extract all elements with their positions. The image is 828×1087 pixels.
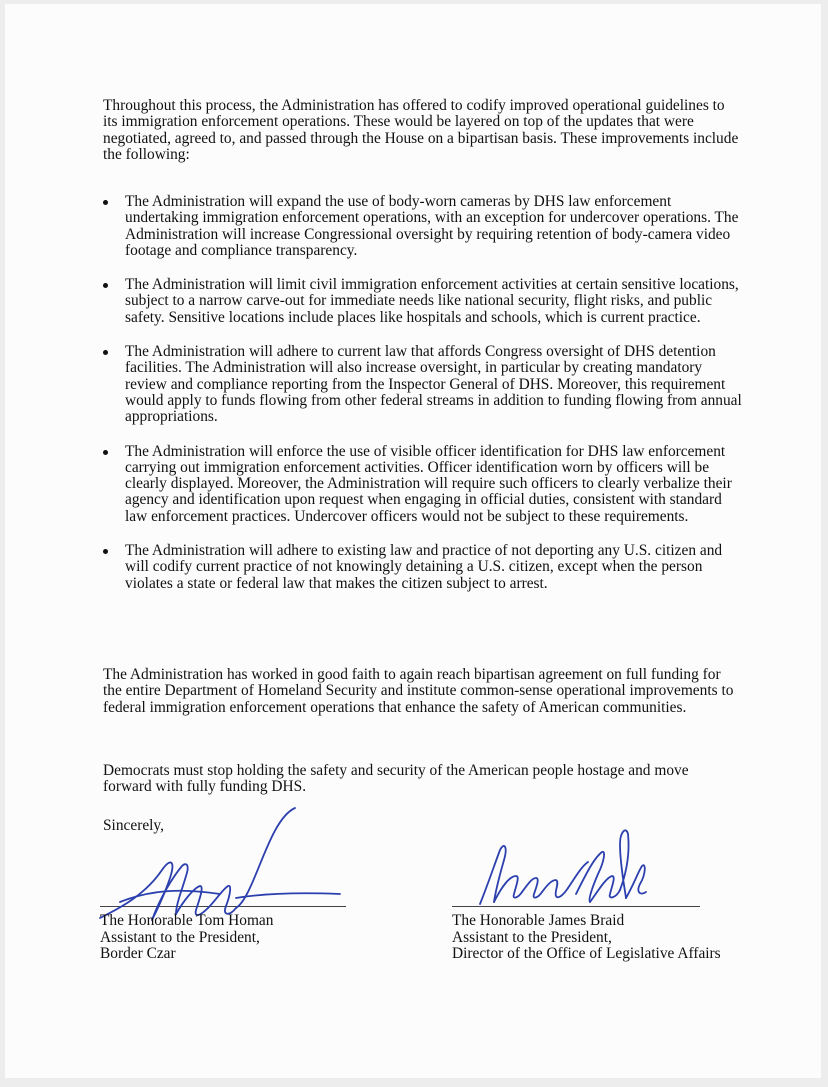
bullet-text: The Administration will adhere to existing law and practice of not deporting any U.S. citizen and will codify current practice of not knowingly detaining a U.S. citizen, except when the person violates a state or federal law that makes the citizen subject to arrest. — [125, 542, 723, 592]
demand-paragraph: Democrats must stop holding the safety and security of the American people hostage and move forward with fully funding DHS. — [103, 762, 689, 796]
improvements-list — [103, 194, 743, 610]
bullet-icon — [103, 450, 108, 455]
bullet-icon — [103, 283, 108, 288]
signatory-left — [100, 913, 273, 963]
closing-paragraph: The Administration has worked in good faith to again reach bipartisan agreement on full funding for the entire Department of Homeland Security and institute common-sense operational improvements to federal immigration enforcement operations that enhance the safety of American communities. — [103, 666, 734, 716]
signatory-right-name: The Honorable James Braid — [452, 912, 625, 929]
list-item — [103, 277, 743, 326]
signatory-left-title: Assistant to the President, — [100, 928, 260, 946]
intro-paragraph: Throughout this process, the Administration has offered to codify improved operational guidelines to its immigration enforcement operations. These would be layered on top of the updates that were negotiated, agreed to, and passed through the House on a bipartisan basis. These improvements include the following: — [103, 97, 739, 163]
signatory-right-title: Assistant to the President, — [452, 928, 612, 946]
signatory-right-role: Director of the Office of Legislative Affairs — [452, 945, 721, 962]
list-item — [103, 194, 743, 259]
signature-right-icon — [470, 814, 670, 924]
sign-off: Sincerely, — [103, 817, 164, 834]
signatory-left-role: Border Czar — [100, 945, 176, 962]
bullet-text: The Administration will limit civil immigration enforcement activities at certain sensitive locations, subject to a narrow carve-out for immediate needs like national security, flight risks, and public safety. Sensitive locations include places like hospitals and schools, which is current practice. — [125, 276, 739, 326]
signatory-left-name: The Honorable Tom Homan — [100, 912, 274, 929]
list-item — [103, 344, 743, 425]
bullet-icon — [103, 350, 108, 355]
signature-left-icon — [90, 800, 350, 930]
bullet-icon — [103, 200, 108, 205]
bullet-text: The Administration will enforce the use of visible officer identification for DHS law enforcement carrying out immigration enforcement activities. Officer identification worn by officers will be clearly displayed. Moreover, the Administration will require such officers to clearly verbalize their agency and identification upon request when engaging in official duties, consistent with standard law enforcement practices. Undercover officers would not be subject to these requirements. — [125, 442, 732, 525]
bullet-icon — [103, 549, 108, 554]
list-item — [103, 543, 743, 592]
bullet-text: The Administration will adhere to current law that affords Congress oversight of DHS detention facilities. The Administration will also increase oversight, in particular by creating mandatory review and compliance reporting from the Inspector General of DHS. Moreover, this requirement would apply to funds flowing from other federal streams in addition to funding flowing from annual appropriations. — [125, 343, 742, 426]
list-item — [103, 444, 743, 525]
bullet-text: The Administration will expand the use of body-worn cameras by DHS law enforcement undertaking immigration enforcement operations, with an exception for undercover operations. The Administration will increase Congressional oversight by requiring retention of body-camera video footage and compliance transparency. — [125, 193, 739, 259]
signatory-right — [452, 913, 721, 963]
